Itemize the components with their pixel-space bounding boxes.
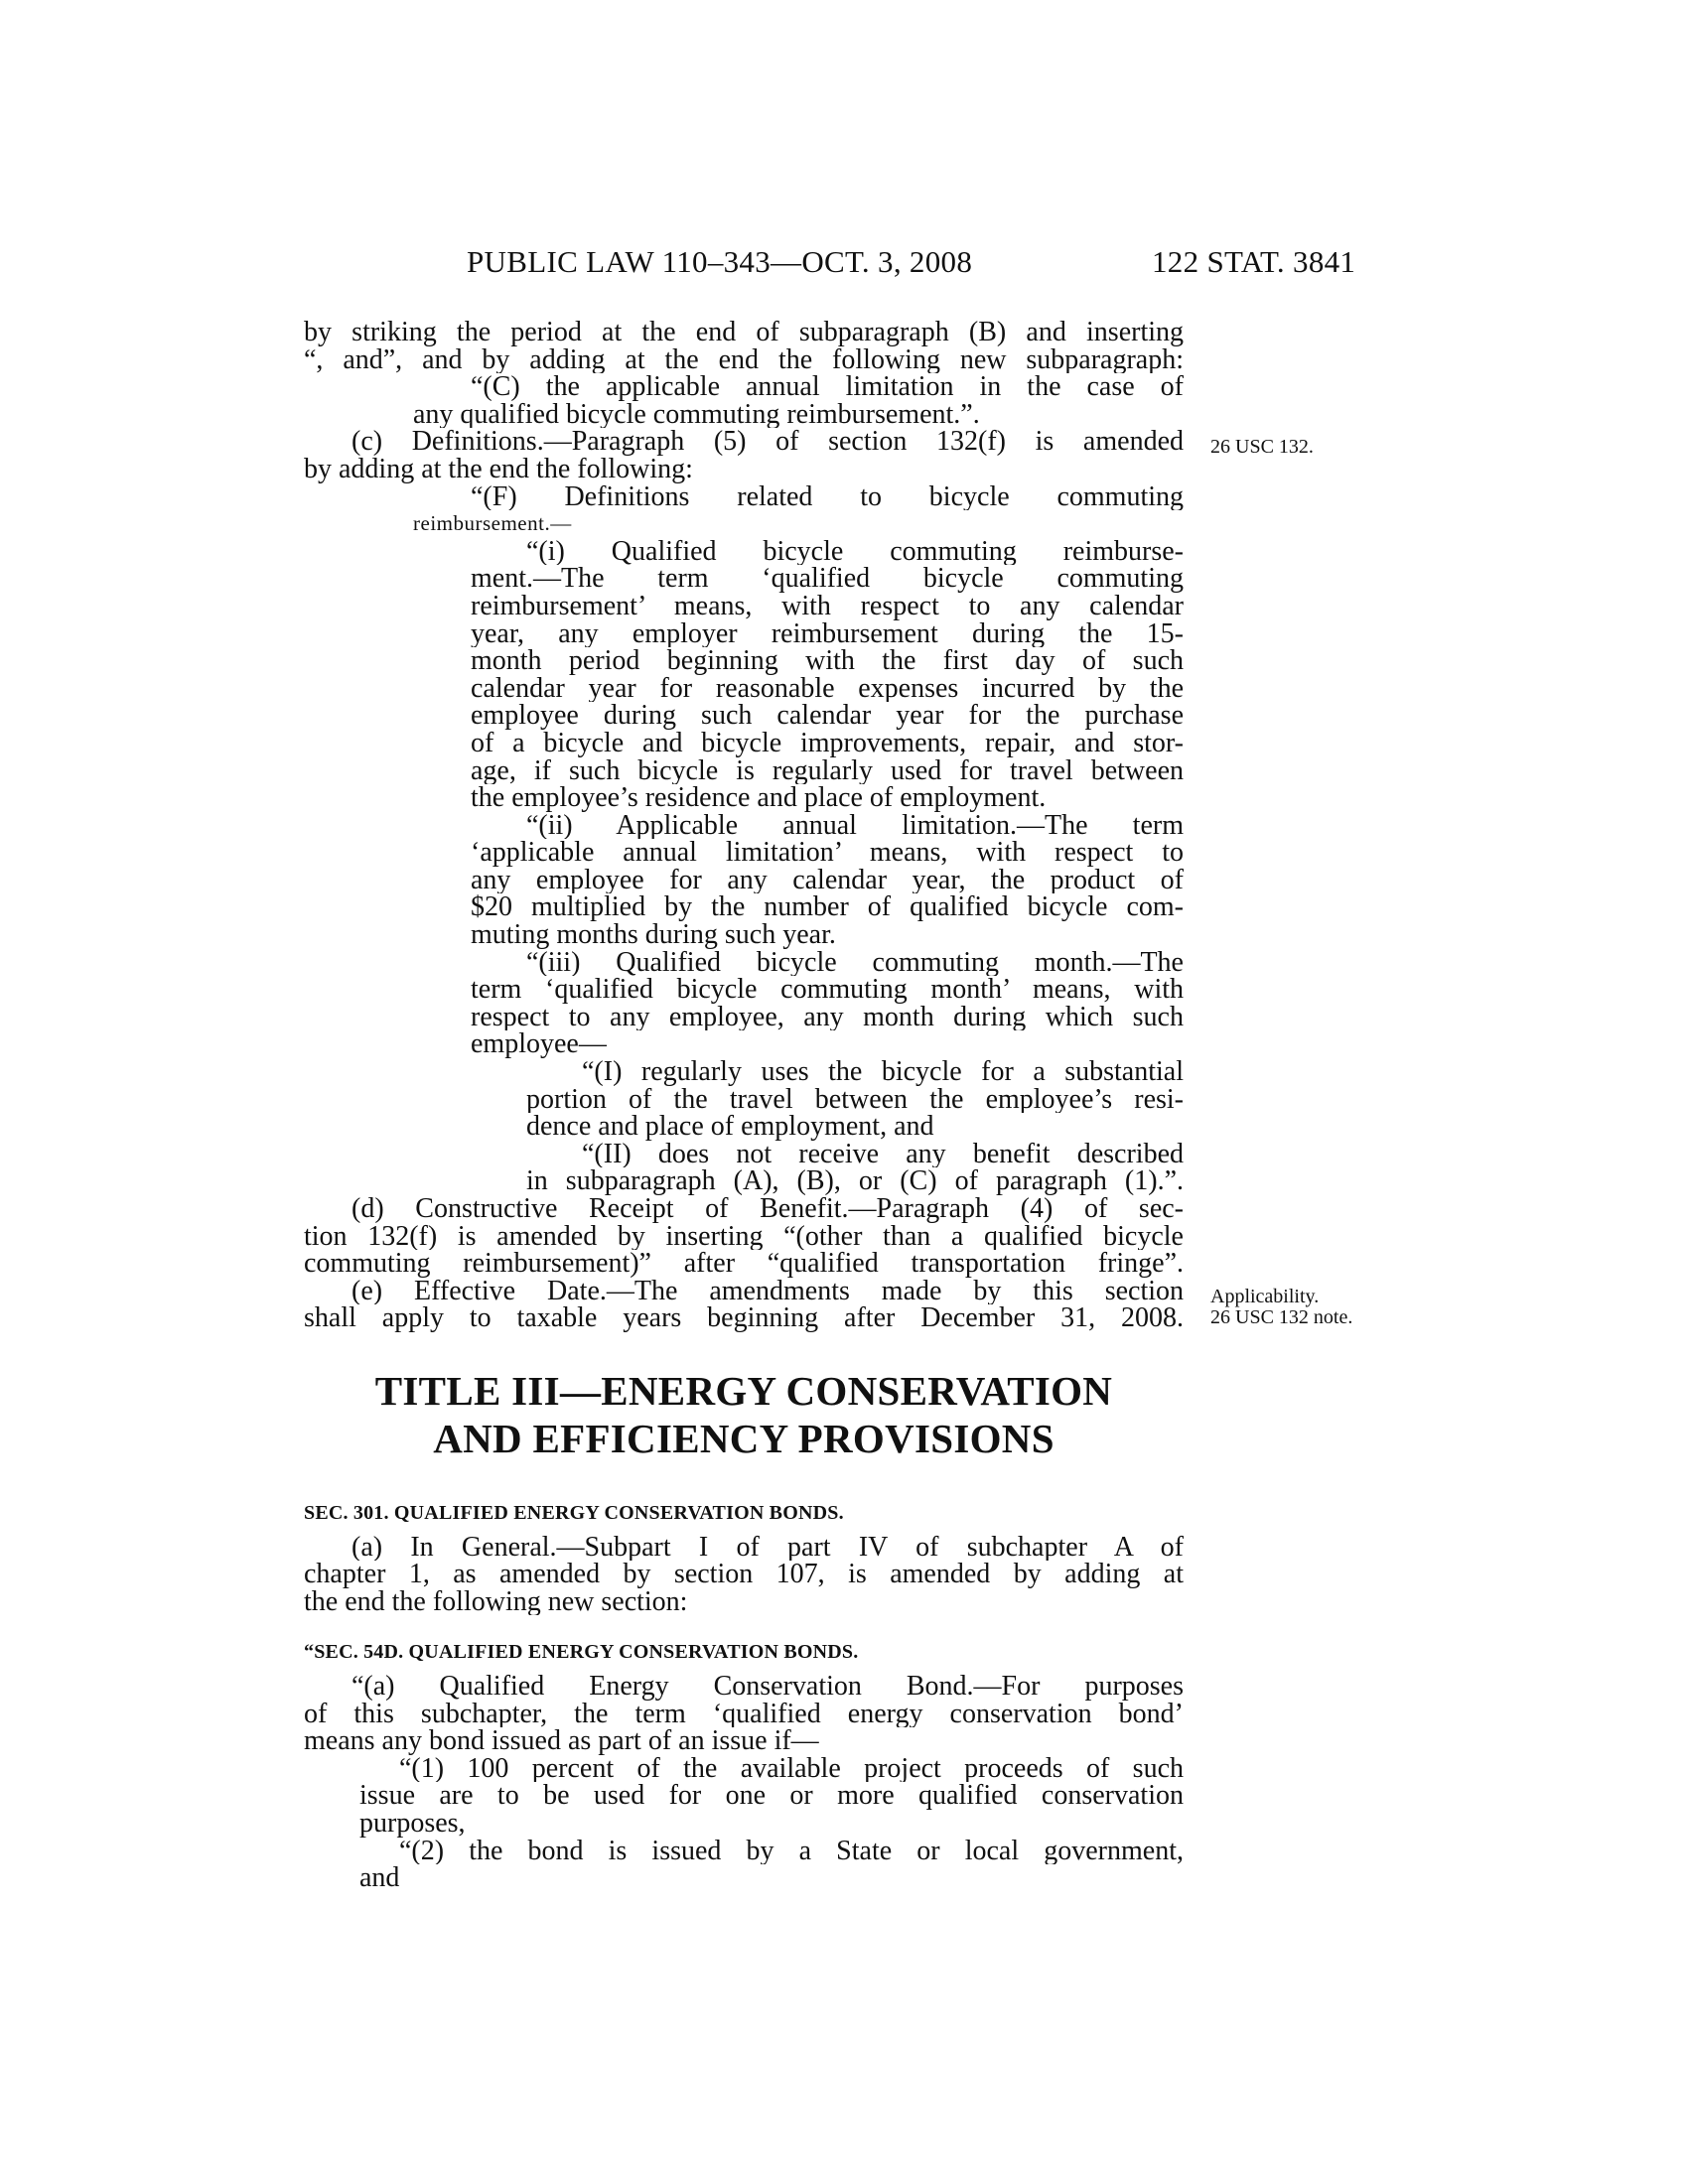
text-line: “(i) Qualified bicycle commuting reimburse- xyxy=(526,537,1184,566)
text-line: the employee’s residence and place of employment. xyxy=(471,784,1047,812)
text-line: in subparagraph (A), (B), or (C) of paragraph (1).”. xyxy=(526,1167,1184,1195)
text-line: by striking the period at the end of subparagraph (B) and inserting xyxy=(304,319,1184,346)
text-line: means any bond issued as part of an issue if— xyxy=(304,1727,819,1755)
text-line: “(a) Qualified Energy Conservation Bond.—For purposes xyxy=(352,1672,1184,1701)
text-line: age, if such bicycle is regularly used for travel between xyxy=(471,756,1184,785)
text-line: commuting reimbursement)” after “qualified transportation fringe”. xyxy=(304,1250,1184,1278)
text-line: ‘applicable annual limitation’ means, with respect to xyxy=(471,839,1184,867)
text-line: portion of the travel between the employee’s resi- xyxy=(526,1085,1184,1114)
text-line: (c) Definitions.—Paragraph (5) of section 132(f) is amended xyxy=(352,428,1184,456)
text-line: issue are to be used for one or more qualified conservation xyxy=(359,1782,1184,1810)
text-line: (e) Effective Date.—The amendments made by this section xyxy=(352,1277,1184,1305)
text-line: (a) In General.—Subpart I of part IV of subchapter A of xyxy=(352,1533,1184,1562)
text-line: “(iii) Qualified bicycle commuting month.—The xyxy=(526,948,1184,977)
text-line: “(I) regularly uses the bicycle for a substantial xyxy=(582,1058,1184,1086)
margin-note-usc-132: 26 USC 132. xyxy=(1210,436,1314,458)
text-line: “(1) 100 percent of the available project proceeds of such xyxy=(399,1754,1184,1783)
document-body xyxy=(304,319,1184,1892)
margin-note-usc-132-note: 26 USC 132 note. xyxy=(1210,1306,1353,1328)
text-line: ment.—The term ‘qualified bicycle commuting xyxy=(471,565,1184,593)
section-heading-54d: “SEC. 54D. QUALIFIED ENERGY CONSERVATION BONDS. xyxy=(304,1641,859,1664)
title-line-2: AND EFFICIENCY PROVISIONS xyxy=(433,1415,1055,1461)
text-line: of this subchapter, the term ‘qualified energy conservation bond’ xyxy=(304,1700,1184,1728)
text-line: shall apply to taxable years beginning after December 31, 2008. xyxy=(304,1304,1184,1332)
margin-note-applicability: Applicability. xyxy=(1210,1286,1320,1307)
text-line: “(F) Definitions related to bicycle commuting xyxy=(471,482,1184,511)
text-line: employee— xyxy=(471,1030,607,1059)
text-line: respect to any employee, any month during which such xyxy=(471,1003,1184,1031)
text-line: tion 132(f) is amended by inserting “(other than a qualified bicycle xyxy=(304,1222,1184,1251)
text-line: year, any employer reimbursement during the 15- xyxy=(471,619,1184,648)
text-line: the end the following new section: xyxy=(304,1587,688,1616)
text-line: dence and place of employment, and xyxy=(526,1113,934,1141)
text-line: “(C) the applicable annual limitation in the case of xyxy=(471,373,1184,401)
title-line-1: TITLE III—ENERGY CONSERVATION xyxy=(374,1367,1113,1414)
text-line: employee during such calendar year for the purchase xyxy=(471,702,1184,730)
text-line: chapter 1, as amended by section 107, is amended by adding at xyxy=(304,1561,1184,1588)
title-heading xyxy=(304,1367,1184,1462)
text-line: purposes, xyxy=(359,1809,466,1838)
text-line: “(ii) Applicable annual limitation.—The term xyxy=(526,811,1184,840)
page-header-right: 122 STAT. 3841 xyxy=(1152,244,1356,279)
text-line: “(2) the bond is issued by a State or local government, xyxy=(399,1837,1184,1865)
text-line: by adding at the end the following: xyxy=(304,455,693,483)
text-line: calendar year for reasonable expenses incurred by the xyxy=(471,674,1184,703)
page-header-left: PUBLIC LAW 110–343—OCT. 3, 2008 xyxy=(467,244,973,279)
text-line: any employee for any calendar year, the product of xyxy=(471,866,1184,894)
text-line: month period beginning with the first day of such xyxy=(471,647,1184,675)
text-line: “(II) does not receive any benefit described xyxy=(582,1140,1184,1168)
text-line: any qualified bicycle commuting reimbursement.”. xyxy=(413,400,980,429)
text-line: reimbursement.— xyxy=(413,511,572,536)
text-line: $20 multiplied by the number of qualified bicycle com- xyxy=(471,893,1184,922)
text-line: (d) Constructive Receipt of Benefit.—Paragraph (4) of sec- xyxy=(352,1195,1184,1223)
text-line: term ‘qualified bicycle commuting month’ means, with xyxy=(471,976,1184,1004)
text-line: and xyxy=(359,1864,400,1892)
section-heading-301: SEC. 301. QUALIFIED ENERGY CONSERVATION BONDS. xyxy=(304,1501,844,1524)
text-line: muting months during such year. xyxy=(471,921,836,949)
text-line: of a bicycle and bicycle improvements, repair, and stor- xyxy=(471,729,1184,757)
text-line: “, and”, and by adding at the end the following new subparagraph: xyxy=(304,345,1184,374)
text-line: reimbursement’ means, with respect to any calendar xyxy=(471,592,1184,620)
